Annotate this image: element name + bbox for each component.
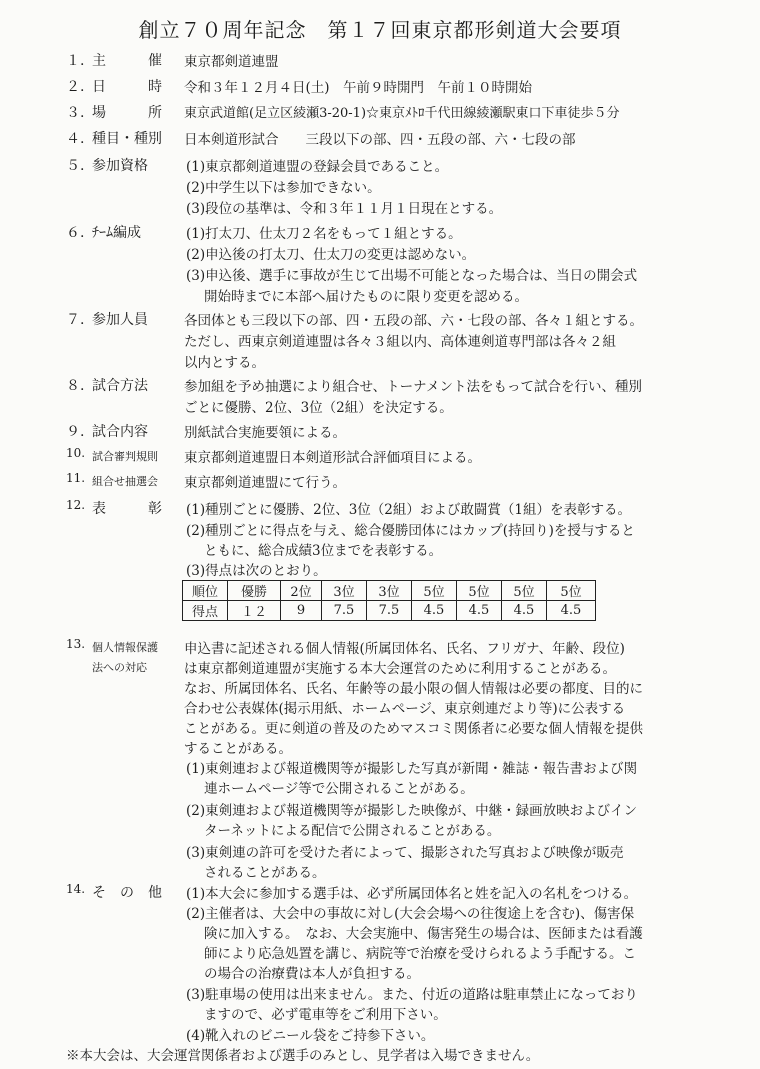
section-number: 11. [66,471,86,485]
section-label: そ の 他 [92,885,162,901]
section-text: 申込書に記述される個人情報(所属団体名、氏名、フリガナ、年齢、段位) [184,641,625,657]
table-cell: 5位 [412,581,457,601]
section-text: 東京武道館(足立区綾瀬3-20-1)☆東京ﾒﾄﾛ千代田線綾瀬駅東口下車徒歩５分 [184,106,620,121]
section-label: 試合審判規則 [92,450,158,463]
section-number: １. [66,53,85,69]
section-text: (2)種別ごとに得点を与え、総合優勝団体にはカップ(持回り)を授与すると [186,523,635,539]
section-number: ７. [66,312,85,328]
table-cell: 5位 [547,581,596,601]
section-text: (2)東剣連および報道機関等が撮影した映像が、中継・録画放映およびイン [186,803,638,819]
table-cell: 5位 [457,581,502,601]
table-cell: 5位 [502,581,547,601]
section-text: 開始時までに本部へ届けたものに限り変更を認める。 [204,289,528,305]
section-text: (3)申込後、選手に事故が生じて出場不可能となった場合は、当日の開会式 [186,268,638,284]
page-title: 創立７０周年記念 第１７回東京都形剣道大会要項 [138,18,622,42]
table-cell: 4.5 [412,601,457,621]
score-table [182,580,596,621]
section-text: (1)東剣連および報道機関等が撮影した写真が新聞・雑誌・報告書および関 [186,761,638,777]
section-text: (2)主催者は、大会中の事故に対し(大会会場への往復途上を含む)、傷害保 [186,906,635,922]
footnote: ※本大会は、大会運営関係者および選手のみとし、見学者は入場できません。 [66,1048,540,1064]
section-text: 以内とする。 [184,355,265,371]
section-label: 表 彰 [92,501,162,517]
table-cell: 7.5 [322,601,367,621]
section-label: 法への対応 [92,661,147,674]
section-label: 参加資格 [92,158,148,174]
section-number: ３. [66,105,85,121]
section-number: ２. [66,79,85,95]
section-text: 連ホームページ等で公開されることがある。 [204,781,474,797]
section-text: (2)申込後の打太刀、仕太刀の変更は認めない。 [186,247,476,263]
section-number: ６. [66,225,85,241]
section-text: (1)種別ごとに優勝、2位、3位（2組）および敢闘賞（1組）を表彰する。 [186,502,631,518]
section-text: されることがある。 [204,865,326,881]
table-cell: 3位 [322,581,367,601]
table-cell: 順位 [183,581,228,601]
section-text: 師により応急処置を講じ、病院等で治療を受けられるよう手配する。こ [204,946,636,962]
section-text: (1)打太刀、仕太刀２名をもって１組とする。 [186,226,462,242]
section-text: 日本剣道形試合 三段以下の部、四・五段の部、六・七段の部 [184,132,576,148]
section-text: ともに、総合成績3位までを表彰する。 [204,543,443,559]
table-cell: 3位 [367,581,412,601]
section-text: 別紙試合実施要領による。 [184,425,346,441]
point-row [183,601,596,621]
rank-row [183,581,596,601]
section-text: 合わせ公表媒体(掲示用紙、ホームページ、東京剣連だより等)に公表する [184,701,626,717]
section-text: 東京都剣道連盟日本剣道形試合評価項目による。 [184,450,481,466]
section-label: 個人情報保護 [92,641,158,654]
section-text: ただし、西東京剣道連盟は各々３組以内、高体連剣道専門部は各々２組 [184,334,616,350]
section-label: 種目・種別 [92,131,162,147]
section-label: 参加人員 [92,312,148,328]
section-text: (4)靴入れのビニール袋をご持参下さい。 [186,1028,435,1044]
section-label: 試合内容 [92,424,148,440]
section-text: (3)段位の基準は、令和３年１１月１日現在とする。 [186,201,503,217]
section-number: 10. [66,446,86,460]
section-text: なお、所属団体名、氏名、年齢等の最小限の個人情報は必要の都度、目的に [184,681,643,697]
section-number: 14. [66,882,86,896]
section-text: (3)得点は次のとおり。 [186,563,327,579]
table-cell: 優勝 [228,581,281,601]
table-cell: 7.5 [367,601,412,621]
section-number: ９. [66,424,85,440]
table-cell: 得点 [183,601,228,621]
section-text: 東京都剣道連盟 [184,54,279,70]
section-text: ターネットによる配信で公開されることがある。 [204,823,501,839]
section-text: は東京都剣道連盟が実施する本大会運営のために利用することがある。 [184,661,616,677]
section-text: ことがある。更に剣道の普及のためマスコミ関係者に必要な個人情報を提供 [184,721,643,737]
section-text: (1)東京都剣道連盟の登録会員であること。 [186,159,449,175]
section-label: 主 催 [92,53,162,69]
table-cell: 4.5 [502,601,547,621]
section-text: 東京都剣道連盟にて行う。 [184,475,346,491]
section-text: 令和３年１２月４日(土) 午前９時開門 午前１０時開始 [184,80,533,96]
section-number: ８. [66,378,85,394]
section-number: 12. [66,498,86,512]
section-label: 場 所 [92,105,162,121]
section-text: (3)駐車場の使用は出来ません。また、付近の道路は駐車禁止になっており [186,987,638,1003]
section-text: することがある。 [184,741,292,757]
section-text: ごとに優勝、2位、3位（2組）を決定する。 [184,400,453,416]
table-cell: 4.5 [547,601,596,621]
section-text: 険に加入する。 なお、大会実施中、傷害発生の場合は、医師または看護 [204,926,643,942]
table-cell: 2位 [281,581,322,601]
table-cell: 4.5 [457,601,502,621]
table-cell: １２ [228,601,281,621]
section-number: ５. [66,158,85,174]
section-label: 試合方法 [92,378,148,394]
section-text: (2)中学生以下は参加できない。 [186,180,381,196]
section-label: ﾁｰﾑ編成 [92,225,141,241]
section-text: 参加組を予め抽選により組合せ、トーナメント法をもって試合を行い、種別 [184,379,643,395]
section-label: 日 時 [92,79,162,95]
section-text: 各団体とも三段以下の部、四・五段の部、六・七段の部、各々１組とする。 [184,313,643,329]
section-text: (1)本大会に参加する選手は、必ず所属団体名と姓を記入の名札をつける。 [186,886,638,902]
section-text: の場合の治療費は本人が負担する。 [204,966,420,982]
section-text: ますので、必ず電車等をご利用下さい。 [204,1007,447,1023]
section-label: 組合せ抽選会 [92,475,158,488]
section-number: ４. [66,131,85,147]
section-text: (3)東剣連の許可を受けた者によって、撮影された写真および映像が販売 [186,845,624,861]
section-number: 13. [66,637,86,651]
table-cell: 9 [281,601,322,621]
